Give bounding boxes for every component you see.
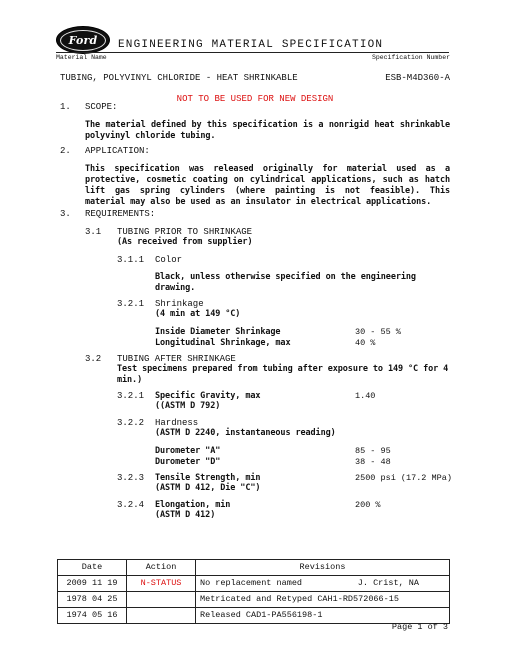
revisions-column-header: Revisions bbox=[196, 560, 450, 576]
spec-number: ESB-M4D360-A bbox=[385, 73, 450, 83]
revision-text: No replacement named bbox=[200, 578, 303, 588]
document-type-title: ENGINEERING MATERIAL SPECIFICATION bbox=[118, 39, 384, 51]
shrinkage-row-label: Longitudinal Shrinkage, max bbox=[155, 338, 291, 348]
material-title: TUBING, POLYVINYL CHLORIDE - HEAT SHRINKABLE bbox=[60, 73, 298, 83]
scope-text: The material defined by this specification is a nonrigid heat shrinkable polyvinyl chloride tubing. bbox=[85, 120, 450, 141]
material-name-label: Material Name bbox=[56, 54, 107, 61]
revision-action: N-STATUS bbox=[127, 576, 196, 592]
color-heading: Color bbox=[155, 255, 183, 265]
revision-action bbox=[127, 608, 196, 624]
table-row bbox=[58, 576, 450, 592]
shrinkage-row-label: Inside Diameter Shrinkage bbox=[155, 327, 281, 337]
page-number: Page 1 of 3 bbox=[391, 622, 448, 632]
hardness-row-label: Durometer "A" bbox=[155, 446, 221, 456]
status-note: NOT TO BE USED FOR NEW DESIGN bbox=[176, 94, 334, 104]
specific-gravity-value: 1.40 bbox=[355, 391, 376, 401]
revision-description: Released CAD1-PA556198-1 bbox=[196, 608, 450, 624]
section-1-heading: SCOPE: bbox=[85, 102, 118, 112]
tensile-method: (ASTM D 412, Die "C") bbox=[155, 483, 261, 493]
revision-date: 1978 04 25 bbox=[58, 592, 127, 608]
section-1-number: 1. bbox=[60, 102, 71, 112]
header-rule bbox=[56, 52, 449, 53]
revision-date: 2009 11 19 bbox=[58, 576, 127, 592]
ford-logo bbox=[56, 26, 110, 54]
revision-date: 1974 05 16 bbox=[58, 608, 127, 624]
hardness-row-value: 85 - 95 bbox=[355, 446, 391, 456]
revision-header-row bbox=[58, 560, 450, 576]
elongation-label: Elongation, min bbox=[155, 500, 231, 510]
specific-gravity-label: Specific Gravity, max bbox=[155, 391, 261, 401]
section-3-1-number: 3.1 bbox=[85, 227, 102, 237]
section-3-heading: REQUIREMENTS: bbox=[85, 209, 156, 219]
hardness-row-value: 38 - 48 bbox=[355, 457, 391, 467]
spec-number-label: Specification Number bbox=[371, 54, 450, 61]
revision-action bbox=[127, 592, 196, 608]
revision-author: J. Crist, NA bbox=[357, 578, 419, 588]
tensile-label: Tensile Strength, min bbox=[155, 473, 261, 483]
date-column-header: Date bbox=[58, 560, 127, 576]
specific-gravity-number: 3.2.1 bbox=[117, 391, 145, 401]
tensile-value: 2500 psi (17.2 MPa) bbox=[355, 473, 452, 483]
hardness-number: 3.2.2 bbox=[117, 418, 145, 428]
table-row bbox=[58, 608, 450, 624]
shrinkage-table bbox=[155, 327, 455, 349]
shrinkage-row-value: 30 - 55 % bbox=[355, 327, 401, 337]
revision-description bbox=[196, 576, 450, 592]
hardness-table bbox=[155, 446, 455, 468]
elongation-value: 200 % bbox=[355, 500, 381, 510]
color-text: Black, unless otherwise specified on the engineering drawing. bbox=[155, 272, 416, 293]
revision-description: Metricated and Retyped CAH1-RD572066-15 bbox=[196, 592, 450, 608]
action-column-header: Action bbox=[127, 560, 196, 576]
shrinkage-heading: Shrinkage bbox=[155, 299, 204, 309]
shrinkage-row-value: 40 % bbox=[355, 338, 376, 348]
table-row bbox=[58, 592, 450, 608]
section-2-number: 2. bbox=[60, 146, 71, 156]
hardness-heading: Hardness bbox=[155, 418, 199, 428]
tensile-number: 3.2.3 bbox=[117, 473, 145, 483]
shrinkage-conditions: (4 min at 149 °C) bbox=[155, 309, 241, 319]
logo-text: Ford bbox=[68, 33, 98, 47]
section-3-1-subheading: (As received from supplier) bbox=[117, 237, 253, 247]
shrinkage-number: 3.2.1 bbox=[117, 299, 145, 309]
specific-gravity-method: ((ASTM D 792) bbox=[155, 401, 221, 411]
revision-table bbox=[57, 559, 450, 624]
section-3-1-heading: TUBING PRIOR TO SHRINKAGE bbox=[117, 227, 253, 237]
elongation-number: 3.2.4 bbox=[117, 500, 145, 510]
section-3-2-intro: Test specimens prepared from tubing after exposure to 149 °C for 4 min.) bbox=[117, 364, 449, 385]
hardness-row-label: Durometer "D" bbox=[155, 457, 221, 467]
color-number: 3.1.1 bbox=[117, 255, 145, 265]
section-3-2-heading: TUBING AFTER SHRINKAGE bbox=[117, 354, 236, 364]
logo-oval bbox=[60, 30, 106, 51]
elongation-method: (ASTM D 412) bbox=[155, 510, 216, 520]
application-text: This specification was released originally for material used as a protective, cosmetic coating on cylindrical applications, such as hatch lift gas spring cylinders (where painting is not feasible). This material may also be used as an insulator in electrical applications. bbox=[85, 164, 450, 207]
section-2-heading: APPLICATION: bbox=[85, 146, 150, 156]
section-3-number: 3. bbox=[60, 209, 71, 219]
hardness-method: (ASTM D 2240, instantaneous reading) bbox=[155, 428, 336, 438]
section-3-2-number: 3.2 bbox=[85, 354, 102, 364]
